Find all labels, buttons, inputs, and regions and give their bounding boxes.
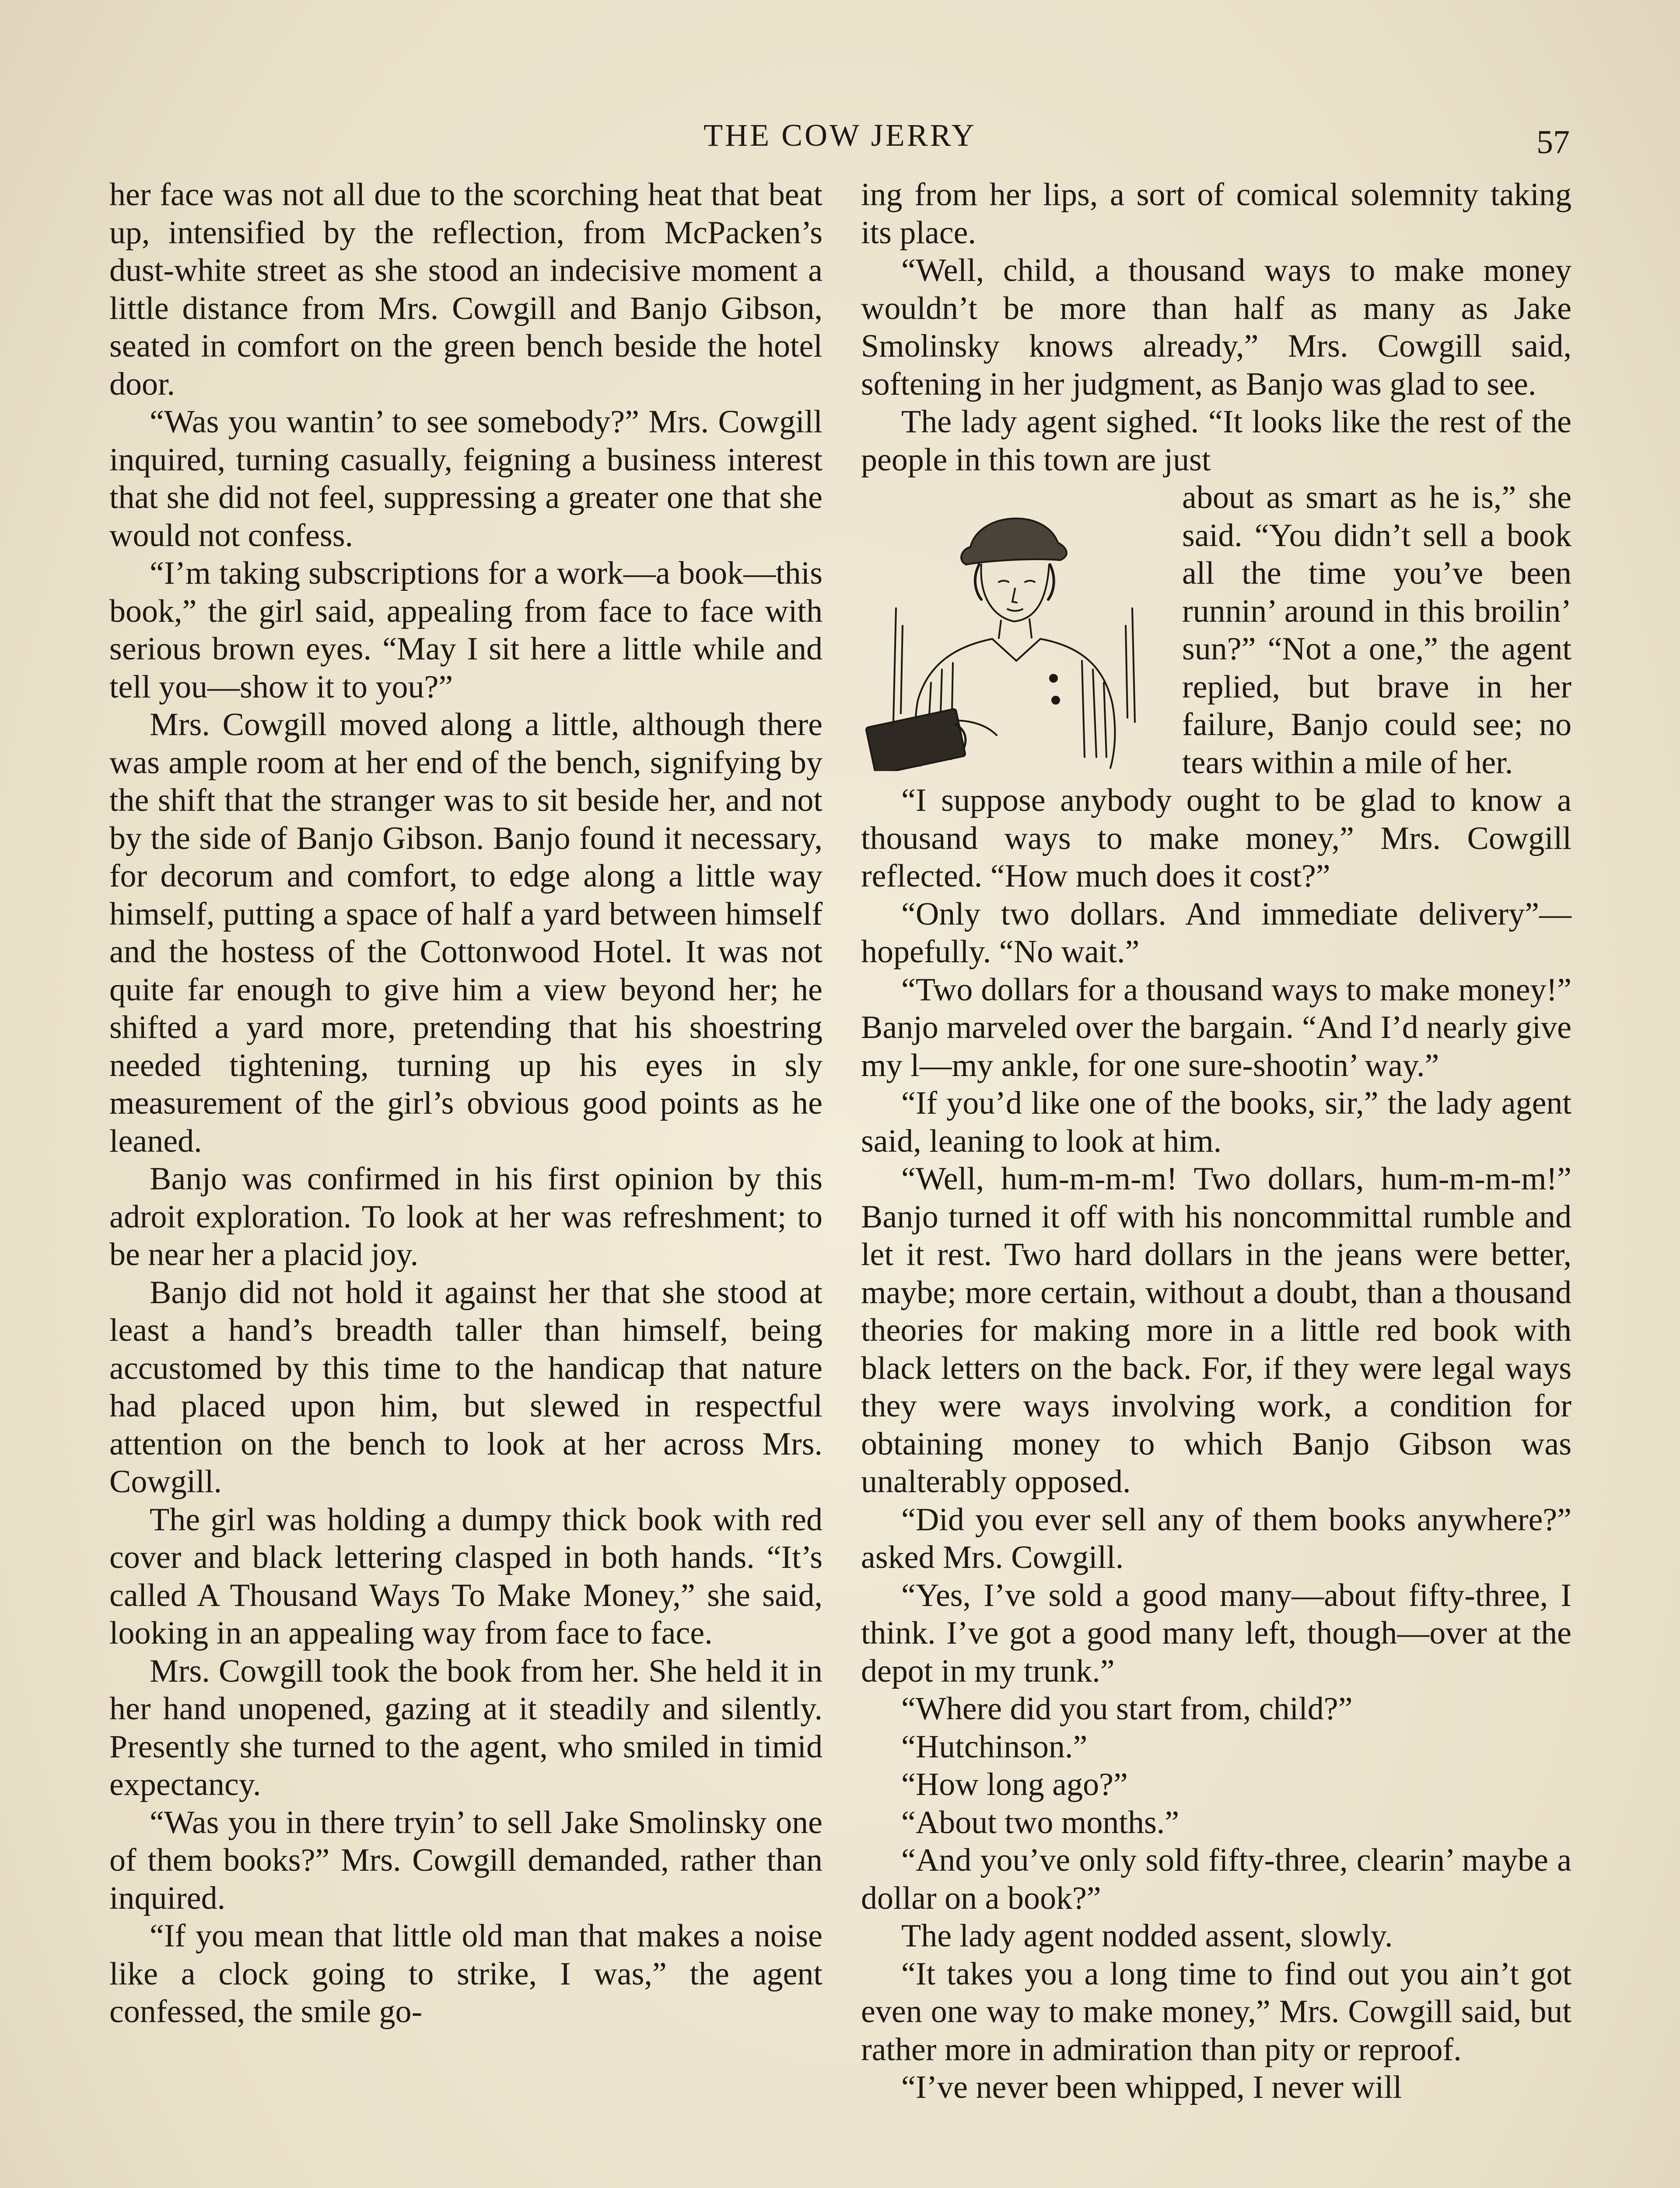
paragraph: “Did you ever sell any of them books anywhere?” asked Mrs. Cowgill. bbox=[861, 1501, 1572, 1575]
right-column bbox=[861, 176, 1572, 2107]
paragraph: “And you’ve only sold fifty-three, clearin’ maybe a dollar on a book?” bbox=[861, 1842, 1572, 1916]
paragraph: The lady agent nodded assent, slowly. bbox=[901, 1918, 1393, 1954]
paragraph: The lady agent sighed. “It looks like the rest of the people in this town are just bbox=[861, 404, 1572, 478]
paragraph: “If you mean that little old man that makes a noise like a clock going to strike, I was,” the agent confessed, the smile go- bbox=[109, 1918, 822, 2030]
paragraph: “Well, hum-m-m-m! Two dollars, hum-m-m-m!” Banjo turned it off with his noncommittal rumble and let it rest. Two hard dollars in the jeans were better, maybe; more certain, without a doubt, than a thousand theories for making more in a little red book with black letters on the back. For, if they were legal ways they were ways involving work, a condition for obtaining money to which Banjo Gibson was unalterably opposed. bbox=[861, 1161, 1572, 1500]
paragraph: “Yes, I’ve sold a good many—about fifty-three, I think. I’ve got a good many left, though—over at the depot in my trunk.” bbox=[861, 1577, 1572, 1689]
paragraph: “About two months.” bbox=[901, 1804, 1180, 1841]
paragraph: The girl was holding a dumpy thick book with red cover and black lettering clasped in both hands. “It’s called A Thousand Ways To Make Money,” she said, looking in an appealing way from face to face. bbox=[109, 1501, 822, 1651]
paragraph: Mrs. Cowgill took the book from her. She held it in her hand unopened, gazing at it steadily and silently. Presently she turned to the agent, who smiled in timid expectancy. bbox=[109, 1653, 822, 1802]
paragraph: “I’ve never been whipped, I never will bbox=[901, 2069, 1402, 2105]
paragraph: about as smart as he is,” she said. “You didn’t sell a book all the time you’ve been runnin’ around in this broilin’ sun?” “Not a one,” the agent replied, but brave in her failure, Banjo could see; no tears within a mile of her. bbox=[1182, 480, 1572, 781]
paragraph: “If you’d like one of the books, sir,” the lady agent said, leaning to look at him. bbox=[861, 1085, 1572, 1159]
page-number: 57 bbox=[1536, 124, 1570, 161]
paragraph: “Two dollars for a thousand ways to make money!” Banjo marveled over the bargain. “And I’d nearly give my l—my ankle, for one sure-shootin’ way.” bbox=[861, 971, 1572, 1083]
paragraph: “How long ago?” bbox=[901, 1767, 1128, 1802]
paragraph: “Hutchinson.” bbox=[901, 1729, 1088, 1765]
paragraph: her face was not all due to the scorching heat that beat up, intensified by the reflection, from McPacken’s dust-white street as she stood an indecisive moment a little distance from Mrs. Cowgill and Banjo Gibson, seated in comfort on the green bench beside the hotel door. bbox=[109, 177, 822, 402]
paragraph: “Where did you start from, child?” bbox=[901, 1691, 1353, 1727]
paragraph: Banjo was confirmed in his first opinion by this adroit exploration. To look at her was refreshment; to be near her a placid joy. bbox=[109, 1161, 822, 1273]
paragraph: “I suppose anybody ought to be glad to know a thousand ways to make money,” Mrs. Cowgill reflected. “How much does it cost?” bbox=[861, 782, 1572, 894]
paragraph: “Well, child, a thousand ways to make money wouldn’t be more than half as many as Jake Smolinsky knows already,” Mrs. Cowgill said, softening in her judgment, as Banjo was glad to see. bbox=[861, 252, 1572, 402]
paragraph: Mrs. Cowgill moved along a little, although there was ample room at her end of the bench, signifying by the shift that the stranger was to sit beside her, and not by the side of Banjo Gibson. Banjo found it necessary, for decorum and comfort, to edge along a little way himself, putting a space of half a yard between himself and the hostess of the Cottonwood Hotel. It was not quite far enough to give him a view beyond her; he shifted a yard more, pretending that his shoestring needed tightening, turning up his eyes in sly measurement of the girl’s obvious good points as he leaned. bbox=[109, 707, 822, 1159]
illustration-drawing bbox=[861, 494, 1163, 771]
paragraph: “It takes you a long time to find out you ain’t got even one way to make money,” Mrs. Cowgill said, but rather more in admiration than pity or reproof. bbox=[861, 1956, 1572, 2068]
paragraph: Banjo did not hold it against her that she stood at least a hand’s breadth taller than himself, being accustomed by this time to the handicap that nature had placed upon him, but slewed in respectful attention on the bench to look at her across Mrs. Cowgill. bbox=[109, 1274, 822, 1500]
left-column bbox=[109, 176, 822, 2031]
woman-with-book-illustration bbox=[861, 494, 1163, 771]
paragraph: “Was you in there tryin’ to sell Jake Smolinsky one of them books?” Mrs. Cowgill demanded, rather than inquired. bbox=[109, 1804, 822, 1916]
paragraph: “Only two dollars. And immediate delivery”—hopefully. “No wait.” bbox=[861, 896, 1572, 970]
paragraph: ing from her lips, a sort of comical solemnity taking its place. bbox=[861, 177, 1572, 251]
paragraph: “I’m taking subscriptions for a work—a book—this book,” the girl said, appealing from face to face with serious brown eyes. “May I sit here a little while and tell you—show it to you?” bbox=[109, 555, 822, 705]
paragraph: “Was you wantin’ to see somebody?” Mrs. Cowgill inquired, turning casually, feigning a business interest that she did not feel, suppressing a greater one that she would not confess. bbox=[109, 404, 822, 554]
running-title: THE COW JERRY bbox=[704, 118, 976, 153]
